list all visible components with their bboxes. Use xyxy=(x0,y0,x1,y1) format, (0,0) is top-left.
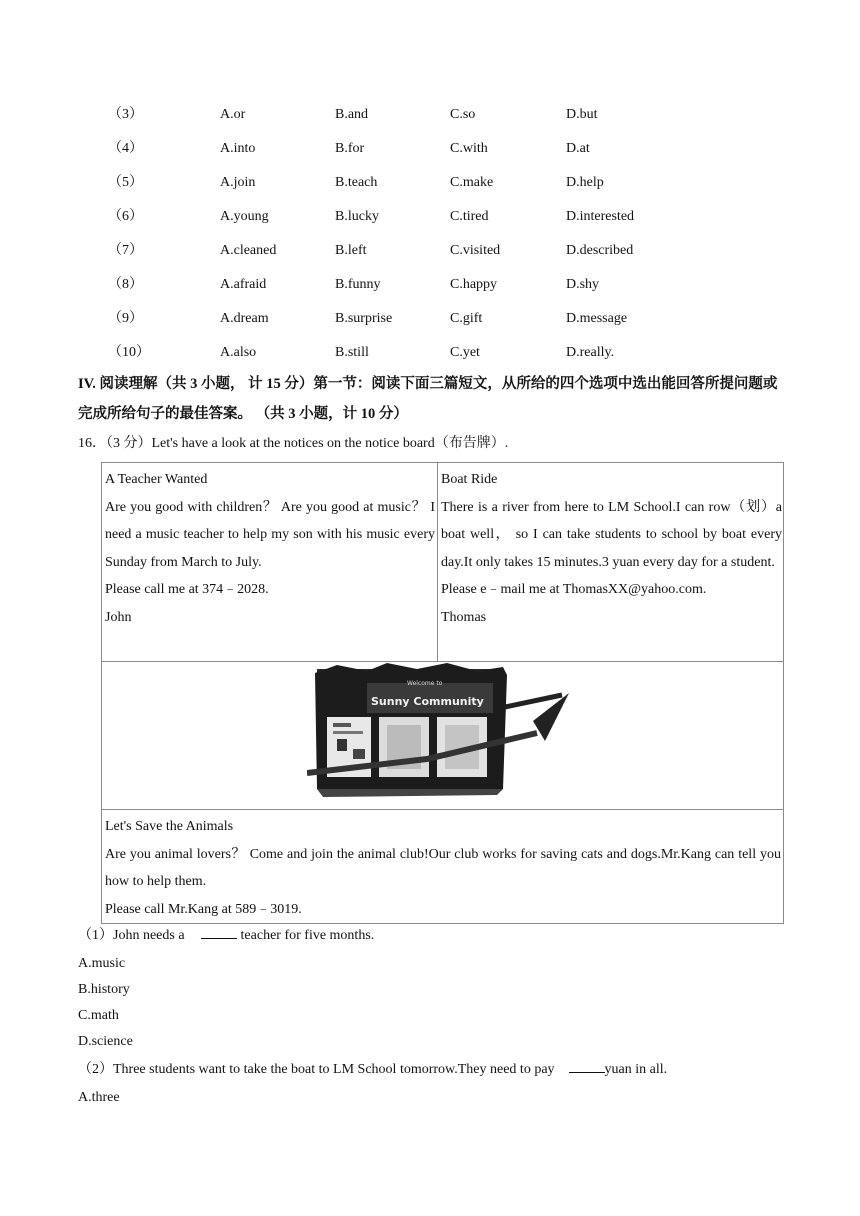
subquestion-2 xyxy=(78,1060,667,1080)
notice-title: Let's Save the Animals xyxy=(105,819,234,834)
notice-signature: John xyxy=(105,609,132,625)
notice-table xyxy=(101,462,784,924)
notice-board-image xyxy=(307,663,577,799)
subquestion-suffix: yuan in all. xyxy=(604,1062,668,1077)
option-d: D.described xyxy=(566,243,634,258)
options-row xyxy=(0,275,860,295)
options-row xyxy=(0,173,860,193)
option-a: A.join xyxy=(220,175,256,190)
option-d: D.at xyxy=(566,141,590,156)
option-c: C.gift xyxy=(450,311,483,326)
question-16-stem: 16．（3 分）Let's have a look at the notices on the notice board（布告牌）. xyxy=(78,436,509,451)
option-c: C.happy xyxy=(450,277,498,292)
question-number: （3） xyxy=(108,107,143,122)
subquestion-prefix: （1）John needs a xyxy=(78,928,185,943)
subquestion-prefix: （2）Three students want to take the boat to LM School tomorrow.They need to pay xyxy=(78,1062,555,1077)
option-b: B.teach xyxy=(335,175,378,190)
notice-contact: Please call Mr.Kang at 589﹣3019. xyxy=(105,901,302,917)
option: C.math xyxy=(78,1008,119,1023)
option-a: A.young xyxy=(220,209,269,224)
notice-signature: Thomas xyxy=(441,609,487,625)
notice-title: A Teacher Wanted xyxy=(105,472,208,487)
notice-save-animals xyxy=(102,810,783,923)
option-b: B.lucky xyxy=(335,209,379,224)
options-row xyxy=(0,309,860,329)
option-c: C.so xyxy=(450,107,476,122)
option-a: A.into xyxy=(220,141,256,156)
option-c: C.make xyxy=(450,175,494,190)
options-row xyxy=(0,105,860,125)
option-a: A.also xyxy=(220,345,257,360)
section-header: IV. 阅读理解（共 3 小题， 计 15 分）第一节：阅读下面三篇短文，从所给的四个选项中选出能回答所提问题或完成所给句子的最佳答案。 （共 3 小题，计 10 分） xyxy=(78,376,778,422)
sign-main-text: Sunny Community xyxy=(371,695,484,708)
notice-boat-ride xyxy=(438,463,784,661)
options-row xyxy=(0,139,860,159)
options-row xyxy=(0,207,860,227)
option-c: C.visited xyxy=(450,243,501,258)
option-a: A.dream xyxy=(220,311,269,326)
option-b: B.left xyxy=(335,243,367,258)
answer-blank xyxy=(569,1060,605,1073)
option-b: B.surprise xyxy=(335,311,393,326)
option: A.three xyxy=(78,1090,120,1105)
answer-blank xyxy=(201,926,237,939)
notice-title: Boat Ride xyxy=(441,472,498,487)
option-a: A.cleaned xyxy=(220,243,277,258)
option: A.music xyxy=(78,956,126,971)
option-d: D.shy xyxy=(566,277,600,292)
option: D.science xyxy=(78,1034,133,1049)
notice-contact: Please e﹣mail me at ThomasXX@yahoo.com. xyxy=(441,582,707,598)
sign-small-text: Welcome to xyxy=(407,680,443,687)
option-b: B.and xyxy=(335,107,369,122)
question-number: （4） xyxy=(108,141,143,156)
option-d: D.really. xyxy=(566,345,615,360)
question-number: （10） xyxy=(108,345,150,360)
option-a: A.or xyxy=(220,107,246,122)
option-c: C.with xyxy=(450,141,488,156)
option-d: D.message xyxy=(566,311,628,326)
notice-teacher-wanted xyxy=(102,463,437,661)
question-number: （5） xyxy=(108,175,143,190)
question-number: （8） xyxy=(108,277,143,292)
option-b: B.funny xyxy=(335,277,381,292)
option: B.history xyxy=(78,982,130,997)
notice-body: Are you good with children？ Are you good at music？ I need a music teacher to help my son with his music every Sunday from March to July. xyxy=(105,499,435,570)
question-number: （9） xyxy=(108,311,143,326)
options-row xyxy=(0,241,860,261)
notice-body: Are you animal lovers？ Come and join the animal club!Our club works for saving cats and dogs.Mr.Kang can tell you how to help them. xyxy=(105,846,781,890)
option-d: D.but xyxy=(566,107,598,122)
subquestion-suffix: teacher for five months. xyxy=(240,928,375,943)
option-b: B.for xyxy=(335,141,365,156)
option-d: D.help xyxy=(566,175,604,190)
subquestion-1 xyxy=(78,926,374,946)
notice-contact: Please call me at 374﹣2028. xyxy=(105,582,269,598)
question-number: （7） xyxy=(108,243,143,258)
option-b: B.still xyxy=(335,345,369,360)
options-row xyxy=(0,343,860,363)
option-c: C.yet xyxy=(450,345,480,360)
table-divider xyxy=(102,661,783,662)
question-number: （6） xyxy=(108,209,143,224)
option-c: C.tired xyxy=(450,209,489,224)
option-d: D.interested xyxy=(566,209,635,224)
option-a: A.afraid xyxy=(220,277,267,292)
notice-body: There is a river from here to LM School.I can row（划）a boat well， so I can take students to school by boat every day.It only takes 15 minutes.3 yuan every day for a student. xyxy=(441,499,782,570)
